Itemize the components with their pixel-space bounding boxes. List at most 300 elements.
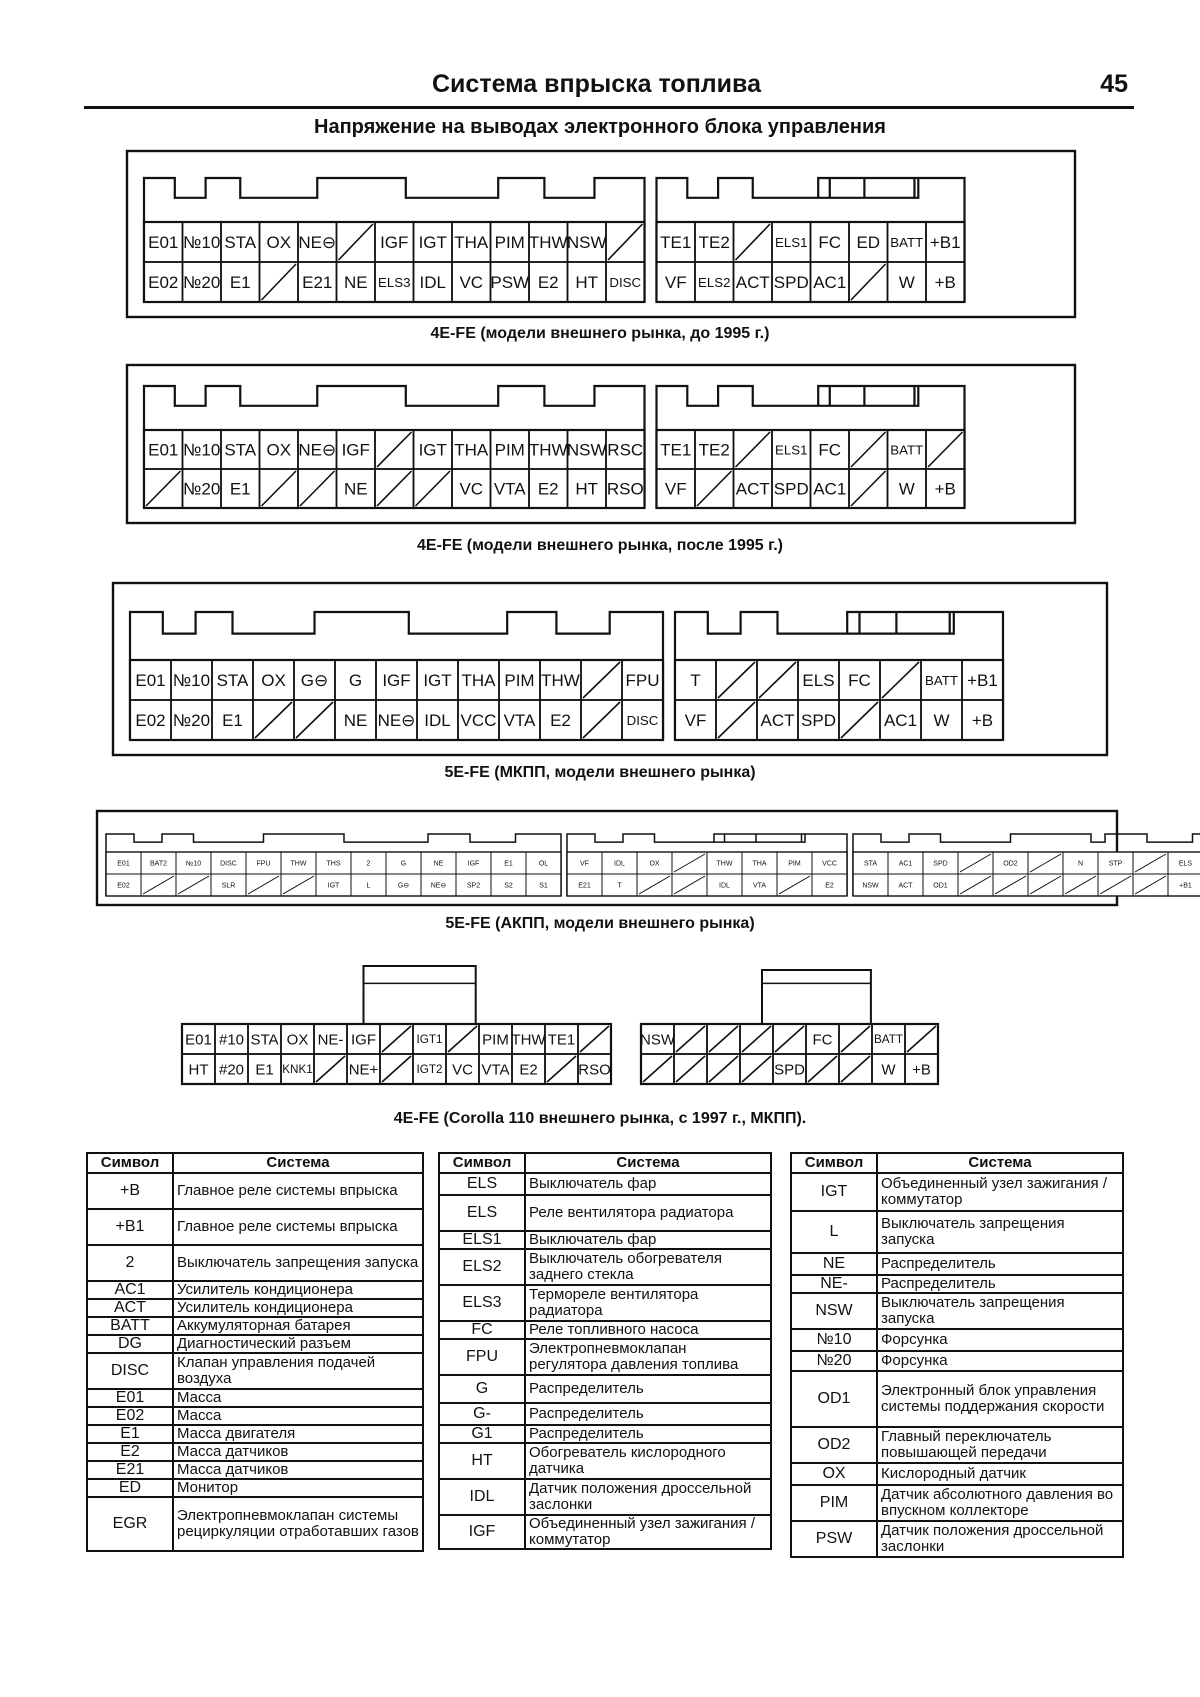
pin-label: STA — [216, 671, 249, 691]
symbol-cell: ELS — [439, 1195, 525, 1231]
pin-label: E01 — [117, 860, 130, 868]
pin-label: FPU — [256, 860, 271, 868]
pin-label: NSW — [566, 440, 607, 460]
pin-label: E21 — [578, 882, 591, 890]
pin-label: THW — [528, 233, 568, 253]
system-cell: Монитор — [173, 1479, 423, 1497]
pin-label: IGT1 — [416, 1033, 443, 1047]
system-cell: Масса — [173, 1407, 423, 1425]
system-cell: Термореле вентилятора радиатора — [525, 1285, 771, 1321]
pin-label: THA — [454, 440, 489, 460]
pin-label: E01 — [148, 233, 179, 253]
pin-label: +B1 — [967, 671, 998, 691]
system-cell: Выключатель фар — [525, 1231, 771, 1249]
table-row — [87, 1479, 423, 1497]
pin-label: E2 — [825, 882, 834, 890]
pin-label: NSW — [640, 1031, 675, 1049]
pin-label: THA — [454, 233, 489, 253]
system-cell: Распределитель — [877, 1275, 1123, 1293]
symbol-cell: E21 — [87, 1461, 173, 1479]
pin-label: IGF — [351, 1031, 376, 1049]
pin-label: IGF — [380, 233, 409, 253]
system-cell: Аккумуляторная батарея — [173, 1317, 423, 1335]
column-header-symbol: Символ — [87, 1153, 173, 1173]
system-cell: Выключатель фар — [525, 1173, 771, 1195]
pin-label: ACT — [760, 711, 795, 731]
pin-label: PSW — [490, 273, 530, 293]
pin-label: OX — [266, 233, 292, 253]
connector-diagram-5 — [182, 966, 1022, 1086]
table-row — [87, 1497, 423, 1551]
table-row — [791, 1521, 1123, 1557]
pin-label: VF — [664, 479, 687, 499]
pin-label: W — [898, 479, 915, 499]
table-row — [87, 1245, 423, 1281]
pin-label: STA — [863, 860, 878, 868]
pin-label: OX — [286, 1031, 309, 1049]
symbol-cell: BATT — [87, 1317, 173, 1335]
system-cell: Усилитель кондиционера — [173, 1281, 423, 1299]
symbol-cell: PSW — [791, 1521, 877, 1557]
pin-label: NE — [433, 860, 444, 868]
connector-diagram-2 — [126, 364, 1076, 524]
pin-label: W — [881, 1061, 896, 1079]
symbol-cell: IGT — [791, 1173, 877, 1211]
symbol-cell: ACT — [87, 1299, 173, 1317]
system-cell: Выключатель запрещения запуска — [877, 1293, 1123, 1329]
pin-label: E1 — [222, 711, 243, 731]
symbol-cell: OX — [791, 1463, 877, 1485]
connector-block — [144, 386, 645, 508]
column-header-system: Система — [525, 1153, 771, 1173]
symbol-cell: 2 — [87, 1245, 173, 1281]
pin-label: HT — [188, 1061, 209, 1079]
system-cell: Масса датчиков — [173, 1461, 423, 1479]
system-cell: Главный переключатель повышающей передачи — [877, 1427, 1123, 1463]
symbol-cell: DISC — [87, 1353, 173, 1389]
pin-label: BATT — [890, 442, 924, 458]
pin-label: IDL — [614, 860, 625, 868]
system-cell: Клапан управления подачей воздуха — [173, 1353, 423, 1389]
pin-label: W — [933, 711, 950, 731]
pin-label: VTA — [752, 882, 767, 890]
pin-label: SPD — [801, 711, 836, 731]
pin-label: E01 — [135, 671, 166, 691]
pin-label: №10 — [185, 860, 202, 868]
table-row — [87, 1407, 423, 1425]
pin-label: VC — [452, 1061, 473, 1079]
symbol-cell: G — [439, 1375, 525, 1403]
system-cell: Датчик положения дроссельной заслонки — [525, 1479, 771, 1515]
pin-label: OX — [649, 860, 660, 868]
symbol-cell: E01 — [87, 1389, 173, 1407]
system-cell: Диагностический разъем — [173, 1335, 423, 1353]
connector-diagram-4 — [96, 810, 1193, 906]
pin-label: VTA — [503, 711, 536, 731]
pin-label: NE⊖ — [298, 233, 337, 253]
pin-label: DISC — [220, 860, 237, 868]
pin-label: IDL — [719, 882, 730, 890]
system-cell: Распределитель — [877, 1253, 1123, 1275]
pin-label: +B1 — [1179, 882, 1192, 890]
page-header — [84, 66, 1134, 109]
pin-label: THW — [511, 1031, 546, 1049]
table-row — [87, 1209, 423, 1245]
symbol-cell: №10 — [791, 1329, 877, 1351]
table-row — [439, 1425, 771, 1443]
pin-label: HT — [575, 479, 599, 499]
symbol-cell: +B — [87, 1173, 173, 1209]
pin-label: NE — [343, 273, 368, 293]
system-cell: Усилитель кондиционера — [173, 1299, 423, 1317]
pin-label: №20 — [183, 273, 221, 293]
system-cell: Распределитель — [525, 1425, 771, 1443]
table-row — [439, 1195, 771, 1231]
pin-label: +B — [934, 273, 956, 293]
pin-label: N — [1077, 860, 1084, 868]
page-title: Система впрыска топлива — [432, 70, 761, 98]
page-number: 45 — [1100, 70, 1128, 98]
symbol-cell: AC1 — [87, 1281, 173, 1299]
symbol-cell: №20 — [791, 1351, 877, 1371]
pin-label: NSW — [862, 882, 879, 890]
pin-label: G — [400, 860, 407, 868]
table-row — [439, 1173, 771, 1195]
pin-label: +B — [971, 711, 994, 731]
table-row — [87, 1461, 423, 1479]
symbol-cell: ED — [87, 1479, 173, 1497]
system-cell: Обогреватель кислородного датчика — [525, 1443, 771, 1479]
symbol-cell: OD2 — [791, 1427, 877, 1463]
pin-label: ELS3 — [378, 274, 411, 290]
pin-label: TE2 — [698, 233, 730, 253]
symbol-cell: ELS1 — [439, 1231, 525, 1249]
pin-label: ELS — [802, 671, 835, 691]
table-row — [87, 1173, 423, 1209]
symbol-cell: NSW — [791, 1293, 877, 1329]
table-row — [791, 1463, 1123, 1485]
pin-label: №10 — [183, 440, 221, 460]
system-cell: Электронный блок управления системы поддержания скорости — [877, 1371, 1123, 1427]
pin-label: NE — [343, 711, 368, 731]
table-row — [439, 1285, 771, 1321]
system-cell: Датчик абсолютного давления во впускном коллекторе — [877, 1485, 1123, 1521]
pin-label: THW — [716, 860, 733, 868]
pin-label: NE⊖ — [298, 440, 337, 460]
pin-label: RSO — [578, 1061, 611, 1079]
connector-block — [144, 178, 645, 302]
pin-label: VF — [684, 711, 707, 731]
pin-label: IGT — [418, 233, 447, 253]
pin-label: E1 — [255, 1061, 274, 1079]
system-cell: Главное реле системы впрыска — [173, 1173, 423, 1209]
pin-label: №10 — [183, 233, 221, 253]
pin-label: RSC — [607, 440, 644, 460]
table-row — [439, 1339, 771, 1375]
pin-label: AC1 — [883, 711, 918, 731]
system-cell: Объединенный узел зажигания / коммутатор — [877, 1173, 1123, 1211]
pin-label: IGT2 — [416, 1063, 443, 1077]
pin-label: SPD — [773, 273, 809, 293]
pin-label: G⊖ — [397, 882, 410, 890]
pin-label: L — [366, 882, 371, 890]
symbol-cell: +B1 — [87, 1209, 173, 1245]
system-cell: Распределитель — [525, 1375, 771, 1403]
pin-label: TE1 — [547, 1031, 576, 1049]
pin-label: E2 — [537, 479, 559, 499]
connector-block — [853, 834, 1200, 896]
pin-label: VCC — [460, 711, 497, 731]
page-subtitle: Напряжение на выводах электронного блока управления — [314, 116, 886, 138]
table-row — [439, 1443, 771, 1479]
pin-label: BATT — [873, 1033, 904, 1047]
symbol-cell: NE — [791, 1253, 877, 1275]
connector-diagram-3 — [112, 582, 1108, 756]
pin-label: G — [348, 671, 363, 691]
pin-label: E2 — [537, 273, 559, 293]
pin-label: AC1 — [813, 273, 847, 293]
pin-label: 2 — [366, 860, 371, 868]
pin-label: VTA — [481, 1061, 510, 1079]
symbol-cell: G1 — [439, 1425, 525, 1443]
pin-label: VF — [664, 273, 687, 293]
table-row — [87, 1389, 423, 1407]
table-row — [439, 1515, 771, 1549]
pin-label: STA — [250, 1031, 279, 1049]
pin-label: STA — [224, 440, 257, 460]
pin-label: SP2 — [466, 882, 481, 890]
connector-latch — [364, 966, 476, 1024]
pin-label: IDL — [424, 711, 451, 731]
pin-label: FC — [818, 440, 842, 460]
table-row — [791, 1253, 1123, 1275]
table-row — [87, 1299, 423, 1317]
table-row — [439, 1249, 771, 1285]
pin-label: NSW — [566, 233, 607, 253]
pin-label: ELS1 — [775, 234, 808, 250]
pin-label: TE1 — [660, 440, 692, 460]
system-cell: Масса датчиков — [173, 1443, 423, 1461]
pin-label: IGT — [327, 882, 340, 890]
pin-label: IGT — [418, 440, 447, 460]
symbol-cell: G- — [439, 1403, 525, 1425]
pin-label: THW — [290, 860, 307, 868]
connector-caption-1: 4E-FE (модели внешнего рынка, до 1995 г.) — [430, 325, 770, 342]
pin-label: S1 — [539, 882, 548, 890]
connector-block — [130, 612, 663, 740]
pin-label: VF — [580, 860, 589, 868]
pin-label: ELS1 — [775, 442, 808, 458]
pin-label: STP — [1108, 860, 1123, 868]
symbol-cell: FC — [439, 1321, 525, 1339]
system-cell: Форсунка — [877, 1351, 1123, 1371]
table-row — [791, 1275, 1123, 1293]
pin-label: E02 — [135, 711, 166, 731]
pin-label: E2 — [550, 711, 571, 731]
column-header-symbol: Символ — [791, 1153, 877, 1173]
pin-label: +B — [912, 1061, 931, 1079]
column-header-symbol: Символ — [439, 1153, 525, 1173]
pin-label: №10 — [172, 671, 211, 691]
pin-label: VTA — [493, 479, 526, 499]
pin-label: S2 — [504, 882, 513, 890]
symbol-cell: HT — [439, 1443, 525, 1479]
pin-label: NE- — [317, 1031, 344, 1049]
pin-label: ELS2 — [698, 274, 731, 290]
pin-label: E01 — [148, 440, 179, 460]
connector-block — [675, 612, 1003, 740]
pin-label: OL — [538, 860, 549, 868]
pin-label: №20 — [183, 479, 221, 499]
connector-caption-5: 4E-FE (Corolla 110 внешнего рынка, с 1997 г., МКПП). — [393, 1110, 807, 1127]
pin-label: VCC — [822, 860, 837, 868]
pin-label: T — [617, 882, 622, 890]
pin-label: +B — [934, 479, 956, 499]
pin-label: PIM — [494, 233, 525, 253]
connector-block — [640, 1024, 938, 1084]
table-row — [439, 1479, 771, 1515]
connector-block — [657, 178, 965, 302]
system-cell: Выключатель обогревателя заднего стекла — [525, 1249, 771, 1285]
connector-latch — [762, 970, 871, 1024]
pin-label: IGF — [341, 440, 370, 460]
pin-label: SPD — [774, 1061, 805, 1079]
connector-block — [567, 834, 847, 896]
pin-label: ELS — [1178, 860, 1193, 868]
symbol-cell: OD1 — [791, 1371, 877, 1427]
pin-label: VC — [459, 273, 484, 293]
symbol-cell: PIM — [791, 1485, 877, 1521]
pin-label: IDL — [419, 273, 446, 293]
system-cell: Объединенный узел зажигания / коммутатор — [525, 1515, 771, 1549]
symbol-cell: L — [791, 1211, 877, 1253]
connector-caption-2: 4E-FE (модели внешнего рынка, после 1995 г.) — [417, 537, 783, 554]
table-row — [791, 1485, 1123, 1521]
pin-label: NE⊖ — [430, 882, 447, 890]
pin-label: DISC — [626, 712, 659, 728]
pin-label: №20 — [172, 711, 211, 731]
pin-label: G⊖ — [300, 671, 329, 691]
table-row — [791, 1211, 1123, 1253]
pin-label: BAT2 — [150, 860, 167, 868]
table-row — [791, 1427, 1123, 1463]
pin-label: E1 — [229, 273, 251, 293]
pin-label: OX — [266, 440, 292, 460]
pin-label: E21 — [302, 273, 333, 293]
table-row — [439, 1231, 771, 1249]
pin-label: E01 — [185, 1031, 212, 1049]
column-header-system: Система — [877, 1153, 1123, 1173]
system-cell: Реле вентилятора радиатора — [525, 1195, 771, 1231]
table-row — [87, 1443, 423, 1461]
table-row — [791, 1293, 1123, 1329]
table-row — [87, 1317, 423, 1335]
table-row — [87, 1353, 423, 1389]
pin-label: TE2 — [698, 440, 730, 460]
table-row — [439, 1403, 771, 1425]
column-header-system: Система — [173, 1153, 423, 1173]
system-cell: Электропневмоклапан регулятора давления топлива — [525, 1339, 771, 1375]
pin-label: THW — [528, 440, 568, 460]
table-row — [791, 1351, 1123, 1371]
symbol-cell: EGR — [87, 1497, 173, 1551]
pin-label: SPD — [933, 860, 948, 868]
pin-label: BATT — [925, 672, 958, 688]
pin-label: THA — [752, 860, 767, 868]
system-cell: Масса — [173, 1389, 423, 1407]
pin-label: NE+ — [348, 1061, 379, 1079]
table-row — [791, 1371, 1123, 1427]
pin-label: PIM — [482, 1031, 509, 1049]
pin-label: OX — [261, 671, 286, 691]
pin-label: VC — [459, 479, 484, 499]
pin-label: STA — [224, 233, 257, 253]
pin-label: TE1 — [660, 233, 692, 253]
pin-label: PIM — [494, 440, 525, 460]
table-row — [87, 1425, 423, 1443]
pin-label: +B1 — [929, 233, 961, 253]
pin-label: FC — [818, 233, 842, 253]
system-cell: Главное реле системы впрыска — [173, 1209, 423, 1245]
connector-block — [106, 834, 561, 896]
pin-label: #20 — [218, 1061, 245, 1079]
symbol-cell: DG — [87, 1335, 173, 1353]
symbol-cell: ELS — [439, 1173, 525, 1195]
pin-label: E1 — [229, 479, 251, 499]
table-row — [791, 1329, 1123, 1351]
system-cell: Масса двигателя — [173, 1425, 423, 1443]
pin-label: E2 — [519, 1061, 538, 1079]
system-cell: Реле топливного насоса — [525, 1321, 771, 1339]
pin-label: HT — [575, 273, 599, 293]
connector-block — [182, 1024, 611, 1084]
table-row — [87, 1281, 423, 1299]
pin-label: E02 — [117, 882, 130, 890]
connector-caption-4: 5E-FE (АКПП, модели внешнего рынка) — [445, 915, 755, 932]
table-row — [439, 1321, 771, 1339]
pin-label: E02 — [148, 273, 179, 293]
system-cell: Выключатель запрещения запуска — [173, 1245, 423, 1281]
symbol-cell: IDL — [439, 1479, 525, 1515]
pin-label: AC1 — [898, 860, 913, 868]
table-row — [791, 1173, 1123, 1211]
pin-label: DISC — [609, 274, 642, 290]
symbol-cell: E2 — [87, 1443, 173, 1461]
symbol-cell: ELS2 — [439, 1249, 525, 1285]
symbol-table-2 — [438, 1152, 772, 1550]
pin-label: RSO — [606, 479, 644, 499]
pin-label: AC1 — [813, 479, 847, 499]
pin-label: THA — [461, 671, 496, 691]
table-row — [439, 1375, 771, 1403]
pin-label: NE⊖ — [377, 711, 416, 731]
pin-label: #10 — [218, 1031, 245, 1049]
pin-label: IGF — [382, 671, 411, 691]
symbol-cell: FPU — [439, 1339, 525, 1375]
pin-label: ACT — [898, 882, 913, 890]
system-cell: Электропневмоклапан системы рециркуляции отработавших газов — [173, 1497, 423, 1551]
symbol-table-1 — [86, 1152, 424, 1552]
system-cell: Форсунка — [877, 1329, 1123, 1351]
pin-label: FPU — [625, 671, 660, 691]
table-row — [87, 1335, 423, 1353]
pin-label: NE — [343, 479, 368, 499]
pin-label: IGF — [467, 860, 480, 868]
pin-label: PIM — [788, 860, 801, 868]
pin-label: ED — [856, 233, 881, 253]
pin-label: KNK1 — [282, 1063, 313, 1077]
pin-label: E1 — [504, 860, 513, 868]
